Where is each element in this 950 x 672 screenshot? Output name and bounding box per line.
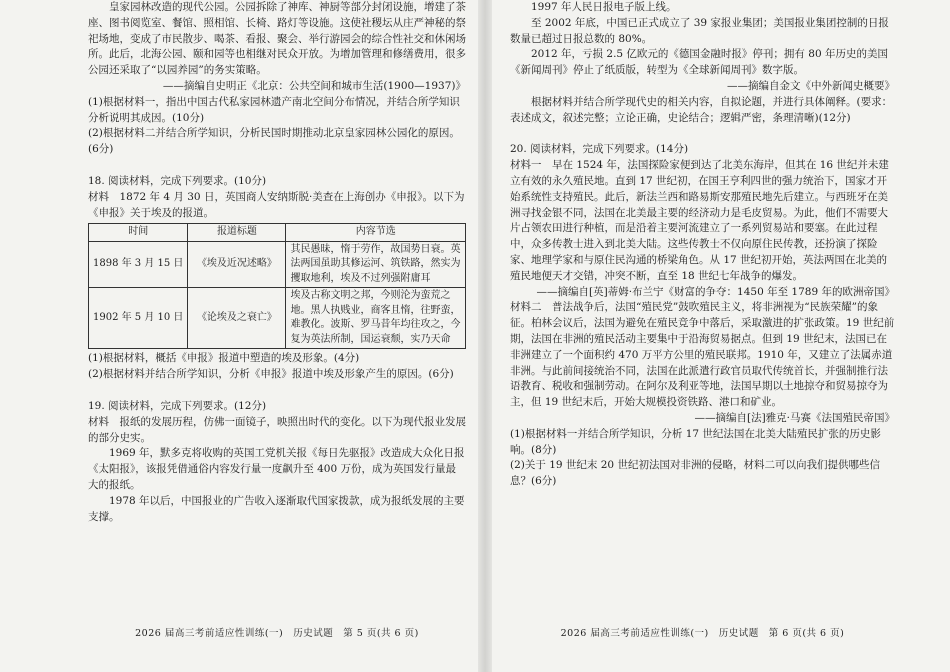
q19-paragraph: 1997 年人民日报电子版上线。 bbox=[531, 1, 677, 13]
q20-material-2-source: ——摘编自[法]雅克·马赛《法国殖民帝国》 bbox=[694, 411, 895, 424]
q18-material: 材料 1872 年 4 月 30 日，英国商人安纳斯脱·美查在上海创办《申报》。以下为《申报》关于埃及的报道。 bbox=[88, 190, 465, 219]
table-row bbox=[89, 288, 466, 349]
table-cell-date: 1902 年 5 月 10 日 bbox=[89, 288, 188, 349]
q19-paragraph: 2012 年，亏损 2.5 亿欧元的《德国金融时报》停刊；拥有 80 年历史的美国《新闻周刊》停止了纸质版，转型为《全球新闻周刊》数字版。 bbox=[510, 48, 888, 77]
q17-source: ——摘编自史明正《北京：公共空间和城市生活(1900—1937)》 bbox=[162, 79, 466, 92]
page-footer: 2026 届高三考前适应性训练(一) 历史试题 第 5 页(共 6 页) bbox=[135, 628, 419, 639]
q18-table bbox=[88, 223, 466, 349]
table-header-content: 内容节选 bbox=[286, 224, 466, 242]
q20-question-2: (2)关于 19 世纪末 20 世纪初法国对非洲的侵略，材料二可以向我们提供哪些信息？(6分) bbox=[510, 459, 880, 488]
table-row bbox=[89, 241, 466, 288]
q19-source: ——摘编自金文《中外新闻史概要》 bbox=[727, 79, 895, 92]
table-header-date: 时间 bbox=[89, 224, 188, 242]
table-cell-content: 其民愚昧，惰于劳作，故国势日衰。英法两国虽助其修运河、筑铁路，然实为攫取地利，埃及不过列强附庸耳 bbox=[286, 241, 466, 288]
q19-question: 根据材料并结合所学现代史的相关内容，自拟论题，并进行具体阐释。(要求：表述成文，叙述完整；立论正确，史论结合；逻辑严密，条理清晰)(12分) bbox=[510, 95, 893, 124]
q20-material-2: 材料二 普法战争后，法国“殖民党”鼓吹殖民主义，将非洲视为“民族荣耀”的象征。柏林会议后，法国为避免在殖民竞争中落后，采取激进的扩张政策。19 世纪前期，法国在非洲的殖民活动主要集中于沿海贸易据点。但到 19 世纪末，法国已在非洲建立了一个面积约 470 万平方公里的殖民联邦。1910 年，又建立了法属赤道非洲。与此前间接统治不同，法国在此派遣行政官员取代传统首长，并强制推行法语教育、税收和强制劳动。在阿尔及利亚等地，法国早期以土地掠夺和贸易掠夺为主，但 19 世纪末后，开始大规模投资铁路、港口和矿业。 bbox=[510, 301, 895, 409]
table-cell-title: 《论埃及之衰亡》 bbox=[188, 288, 286, 349]
page-6 bbox=[510, 0, 895, 672]
q19-paragraph: 1978 年以后，中国报业的广告收入逐渐取代国家拨款，成为报纸发展的主要支撑。 bbox=[88, 494, 465, 523]
q19-material: 材料 报纸的发展历程，仿佛一面镜子，映照出时代的变化。以下为现代报业发展的部分史实。 bbox=[88, 415, 466, 444]
q17-material-tail: 皇家园林改造的现代公园。公园拆除了神库、神厨等部分封闭设施，增建了茶座、图书阅览室、餐馆、照相馆、长椅、路灯等设施。这使社稷坛从庄严神秘的祭祀场地，变成了市民散步、喝茶、看报、聚会、举行游园会的综合性社交和休闲场所。此后，北海公园、颐和园等也相继对民众开放。为增加管理和修缮费用，很多公园还采取了“以园养园”的务实策略。 bbox=[88, 1, 466, 77]
q20-title: 20. 阅读材料，完成下列要求。(14分) bbox=[510, 143, 689, 156]
q18-question-1: (1)根据材料，概括《申报》报道中塑造的埃及形象。(4分) bbox=[88, 352, 360, 365]
q20-material-1-source: ——摘编自[英]蒂姆·布兰宁《财富的争夺：1450 年至 1789 年的欧洲帝国》 bbox=[536, 285, 895, 298]
q17-question-1: (1)根据材料一，指出中国古代私家园林遗产南北空间分布情况，并结合所学知识分析说明其成因。(10分) bbox=[88, 95, 460, 124]
table-cell-date: 1898 年 3 月 15 日 bbox=[89, 241, 188, 288]
q19-paragraph: 至 2002 年底，中国已正式成立了 39 家报业集团；美国报业集团控制的日报数量已超过日报总数的 80%。 bbox=[510, 16, 889, 45]
page-5 bbox=[88, 0, 466, 672]
table-cell-title: 《埃及近况述略》 bbox=[188, 241, 286, 288]
page-fold bbox=[478, 0, 492, 672]
q18-title: 18. 阅读材料，完成下列要求。(10分) bbox=[88, 174, 267, 187]
q17-question-2: (2)根据材料二并结合所学知识，分析民国时期推动北京皇家园林公园化的原因。(6分) bbox=[88, 127, 460, 156]
table-cell-content: 埃及古称文明之邦，今则沦为蛮荒之地。黑人执贱业，商客且惰，往野蛮，难教化。波斯、罗马昔年均往攻之，今复为英法所制，国运衰颓，实乃天命 bbox=[286, 288, 466, 349]
q19-paragraph: 1969 年，默多克将收购的英国工党机关报《每日先驱报》改造成大众化日报《太阳报》，该报凭借通俗内容发行量一度飙升至 400 万份，成为英国发行量最大的报纸。 bbox=[88, 447, 465, 491]
table-header-title: 报道标题 bbox=[188, 224, 286, 242]
q20-question-1: (1)根据材料一并结合所学知识，分析 17 世纪法国在北美大陆殖民扩张的历史影响。(8分) bbox=[510, 427, 881, 456]
q20-material-1: 材料一 早在 1524 年，法国探险家便到达了北美东海岸，但其在 16 世纪并未建立有效的永久殖民地。直到 17 世纪初，在国王亨利四世的强力统治下，国家才开始系统性支持殖民。此后，新法兰西和路易斯安那殖民地先后建立。与西班牙在美洲寻找金银不同，法国在北美最主要的经济动力是毛皮贸易。为此，他们不需要大片占领农田进行种植，而是沿着主要河流建立了一系列贸易站和要塞。在此过程中，众多传教士进入到北美大陆。这些传教士不仅向原住民传教，还扮演了探险家、地理学家和与原住民沟通的桥梁角色。从 17 世纪初开始，英法两国在北美的殖民地便天才交错，冲突不断，直至 18 世纪七年战争的爆发。 bbox=[510, 159, 889, 282]
q18-question-2: (2)根据材料并结合所学知识，分析《申报》报道中埃及形象产生的原因。(6分) bbox=[88, 368, 454, 381]
page-footer: 2026 届高三考前适应性训练(一) 历史试题 第 6 页(共 6 页) bbox=[560, 628, 845, 639]
q19-title: 19. 阅读材料，完成下列要求。(12分) bbox=[88, 399, 267, 412]
